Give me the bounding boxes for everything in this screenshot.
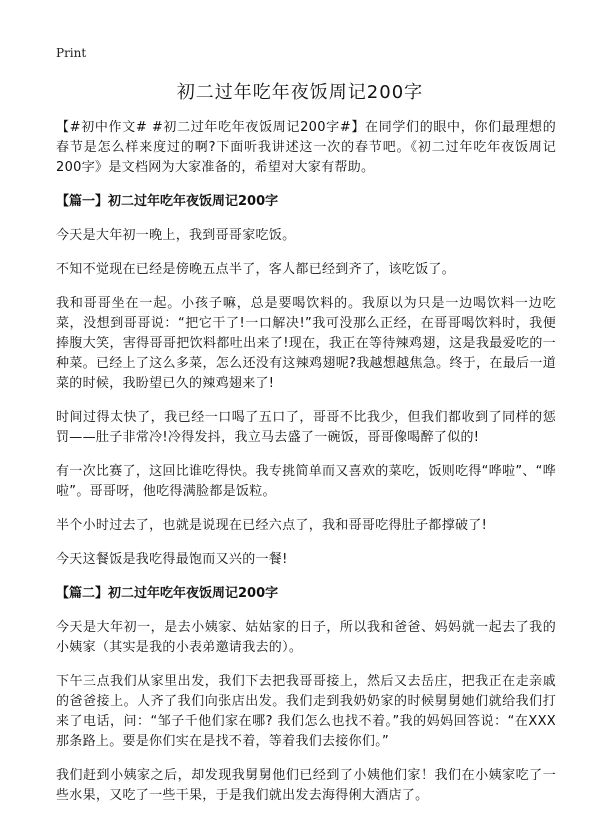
section-2: [56, 584, 556, 806]
paragraph: 有一次比赛了，这回比谁吃得快。我专挑简单而又喜欢的菜吃，饭则吃得“哗啦”、“哗啦”。哥哥呀，他吃得满脸都是饭粒。: [56, 464, 556, 499]
paragraph: 今天是大年初一，是去小姨家、姑姑家的日子，所以我和爸爸、妈妈就一起去了我的小姨家（其实是我的小表弟邀请我去的）。: [56, 620, 556, 655]
paragraph: 我们赶到小姨家之后，却发现我舅舅他们已经到了小姨他们家！我们在小姨家吃了一些水果，又吃了一些干果，于是我们就出发去海得俐大酒店了。: [56, 768, 556, 803]
paragraph: 今天这餐饭是我吃得最饱而又兴的一餐!: [56, 552, 288, 567]
section-1: [56, 192, 556, 570]
intro-paragraph: 【#初中作文# #初二过年吃年夜饭周记200字#】在同学们的眼中，你们最理想的春节是怎么样来度过的啊?下面听我讲述这一次的春节吧。《初二过年吃年夜饭周记200字》是文档网为大家准备的，希望对大家有帮助。: [56, 120, 556, 175]
paragraph: 今天是大年初一晚上，我到哥哥家吃饭。: [56, 228, 296, 243]
section-heading: 【篇二】初二过年吃年夜饭周记200字: [56, 586, 279, 601]
section-heading: 【篇一】初二过年吃年夜饭周记200字: [56, 194, 279, 209]
print-link[interactable]: Print: [56, 46, 87, 60]
document-body: [56, 118, 556, 820]
paragraph: 时间过得太快了，我已经一口喝了五口了，哥哥不比我少，但我们都收到了同样的惩罚——肚子非常冷!冷得发抖，我立马去盛了一碗饭，哥哥像喝醉了似的!: [56, 410, 556, 445]
paragraph: 我和哥哥坐在一起。小孩子嘛，总是要喝饮料的。我原以为只是一边喝饮料一边吃菜，没想到哥哥说：“把它干了!一口解决!”我可没那么正经，在哥哥喝饮料时，我便捧腹大笑，害得哥哥把饮料都吐出来了!现在，我正在等待辣鸡翅，这是我最爱吃的一种菜。已经上了这么多菜，怎么还没有这辣鸡翅呢?我越想越焦急。终于，在最后一道菜的时候，我盼望已久的辣鸡翅来了!: [56, 296, 556, 391]
paragraph: 不知不觉现在已经是傍晚五点半了，客人都已经到齐了，该吃饭了。: [56, 262, 456, 277]
paragraph: 下午三点我们从家里出发，我们下去把我哥哥接上，然后又去岳庄，把我正在走亲戚的爸爸接上。人齐了我们向张店出发。我们走到我奶奶家的时候舅舅她们就给我们打来了电话，问：“邹子千他们家在哪? 我们怎么也找不着。”我的妈妈回答说：“在XXX那条路上。要是你们实在是找不着，等着我们去接你们。”: [56, 674, 556, 749]
document-title: 初二过年吃年夜饭周记200字: [176, 82, 424, 103]
paragraph: 半个小时过去了，也就是说现在已经六点了，我和哥哥吃得肚子都撑破了!: [56, 518, 488, 533]
